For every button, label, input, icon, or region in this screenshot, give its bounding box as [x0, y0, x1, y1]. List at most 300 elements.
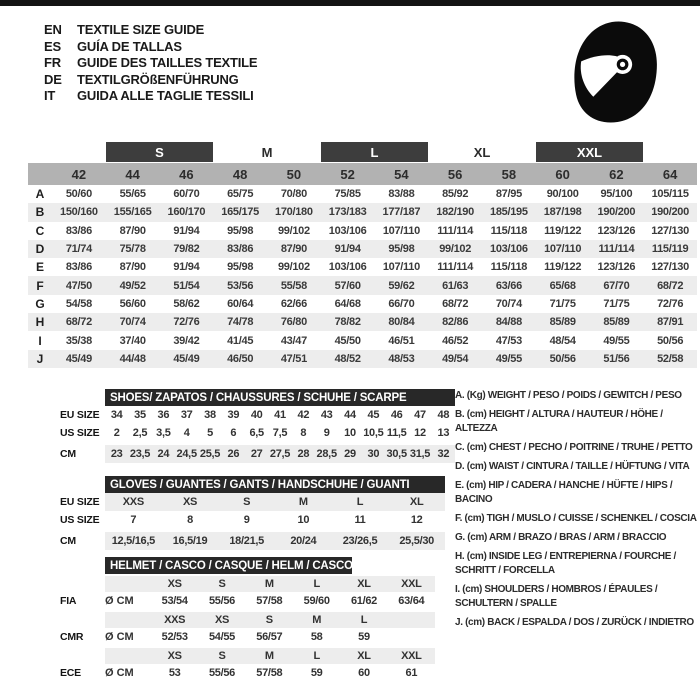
size-number: 54	[394, 166, 409, 182]
cell-value: 26	[227, 448, 240, 460]
cell-value: 30,5	[386, 448, 407, 460]
cell-value: 7	[130, 514, 137, 526]
cell-value: XXS	[122, 496, 144, 508]
helmet-rows	[60, 576, 435, 682]
size-value: 155/165	[113, 206, 152, 219]
row-label: US SIZE	[60, 427, 100, 439]
sub-table-row	[60, 511, 445, 529]
row-values	[105, 493, 445, 511]
size-value: 107/110	[544, 243, 582, 256]
size-value: 52/58	[657, 352, 684, 365]
size-value: 75/78	[119, 243, 146, 256]
size-value: 70/80	[280, 188, 307, 201]
size-number: 56	[447, 166, 463, 182]
size-value: 72/76	[173, 316, 200, 329]
sub-table-row	[60, 424, 455, 442]
legend-item: H. (cm) INSIDE LEG / ENTREPIERNA / FOURCHE / SCHRITT / FORCELLA	[455, 551, 676, 576]
row-values	[151, 612, 435, 628]
size-value: 45/49	[65, 352, 92, 365]
size-value: 50/56	[549, 352, 576, 365]
cell-value: 63/64	[398, 595, 425, 607]
size-value: 127/130	[651, 224, 689, 237]
size-label: L	[313, 578, 320, 590]
cell-value: 38	[204, 409, 216, 421]
size-label: L	[313, 650, 320, 662]
helmet-size-row	[60, 612, 435, 628]
cell-value: 8	[187, 514, 193, 526]
cell-value: 12,5/16,5	[111, 535, 155, 547]
size-value: 59/62	[388, 279, 415, 292]
size-label: XL	[357, 650, 371, 662]
size-value: 72/76	[657, 297, 684, 310]
cell-value: 46	[390, 409, 403, 421]
size-value: 41/45	[227, 334, 254, 347]
measurement-row	[28, 313, 697, 331]
row-letter: B	[35, 205, 45, 220]
size-value: 111/114	[598, 243, 635, 256]
size-value: 111/114	[437, 261, 474, 274]
cell-value: S	[243, 496, 251, 508]
cell-value: XS	[182, 496, 198, 508]
size-value: 78/82	[334, 316, 361, 329]
size-value: 165/175	[221, 206, 259, 219]
textile-size-table	[28, 142, 697, 368]
cell-value: 61/62	[350, 595, 377, 607]
measurement-row	[28, 222, 697, 240]
size-value: 49/55	[495, 352, 522, 365]
language-code: FR	[44, 55, 61, 70]
cell-value: 6,5	[249, 427, 264, 439]
size-value: 103/106	[328, 261, 367, 274]
diameter-unit-label: Ø CM	[105, 667, 134, 679]
legend-item: J. (cm) BACK / ESPALDA / DOS / ZURÜCK / INDIETRO	[455, 617, 694, 628]
size-value: 127/130	[651, 261, 689, 274]
cell-value: 31,5	[409, 448, 431, 460]
size-value: 90/100	[546, 188, 579, 201]
sub-table-row	[60, 493, 445, 511]
size-value: 47/50	[65, 279, 92, 292]
size-number: 46	[179, 166, 194, 182]
cell-value: 25,5/30	[399, 535, 434, 547]
cell-value: 23,5	[129, 448, 151, 460]
size-value: 63/66	[495, 279, 522, 292]
size-value: 68/72	[65, 316, 92, 329]
guide-title: GUÍA DE TALLAS	[77, 38, 182, 54]
cell-value: 16,5/19	[172, 535, 208, 547]
helmet-size-row	[60, 576, 435, 592]
cell-value: 58	[310, 631, 323, 643]
size-value: 37/40	[119, 334, 146, 347]
cell-value: 6	[230, 427, 237, 439]
size-value: 49/52	[119, 279, 146, 292]
size-value: 70/74	[119, 316, 146, 329]
size-group-label: XXL	[536, 142, 644, 162]
size-value: 107/110	[382, 224, 420, 237]
size-number: 64	[662, 166, 678, 182]
size-value: 55/65	[119, 188, 146, 201]
size-value: 70/74	[495, 297, 522, 310]
size-label: M	[264, 578, 274, 590]
helmet-value-band	[105, 664, 435, 682]
cell-value: 29	[344, 448, 356, 460]
cell-value: 4	[183, 427, 190, 439]
cell-value: 12	[410, 514, 423, 526]
size-value: 87/90	[119, 261, 146, 274]
measurement-row	[28, 203, 697, 221]
row-letter: H	[35, 315, 45, 330]
size-value: 50/56	[657, 334, 684, 347]
size-value: 103/106	[328, 224, 367, 237]
sub-table-row	[60, 445, 455, 463]
row-label: CM	[60, 535, 76, 547]
helmet-section-title: HELMET / CASCO / CASQUE / HELM / CASCO	[105, 557, 352, 574]
cell-value: 24	[157, 448, 170, 460]
size-label: XS	[167, 650, 182, 662]
size-value: 47/53	[495, 334, 522, 347]
legend-item: D. (cm) WAIST / CINTURA / TAILLE / HÜFTUNG / VITA	[455, 461, 690, 472]
language-code: ES	[44, 38, 61, 54]
size-value: 71/74	[65, 243, 92, 256]
size-value: 82/86	[442, 316, 469, 329]
size-group-label: L	[321, 142, 429, 162]
guide-title: GUIDE DES TAILLES TEXTILE	[77, 55, 258, 70]
size-number: 48	[232, 166, 248, 182]
size-value: 83/86	[65, 224, 92, 237]
size-value: 91/94	[334, 243, 361, 256]
size-value: 68/72	[442, 297, 469, 310]
cell-value: 34	[110, 409, 123, 421]
cell-value: 37	[180, 409, 193, 421]
size-value: 91/94	[173, 261, 200, 274]
cell-value: XL	[409, 496, 424, 508]
cell-value: 61	[405, 667, 418, 679]
cell-value: 36	[157, 409, 170, 421]
guide-title: GUIDA ALLE TAGLIE TESSILI	[77, 88, 254, 103]
size-group-label: XL	[473, 144, 491, 160]
size-value: 65/68	[549, 279, 576, 292]
row-label	[60, 648, 105, 664]
cell-value: 57/58	[256, 667, 283, 679]
cell-value: 59/60	[303, 595, 330, 607]
cell-value: 52/53	[161, 631, 188, 643]
legend-item: G. (cm) ARM / BRAZO / BRAS / ARM / BRACCIO	[455, 532, 667, 543]
helmet-value-band	[105, 628, 435, 646]
size-label: XL	[357, 578, 371, 590]
row-label: EU SIZE	[60, 409, 100, 421]
row-letter: I	[38, 333, 42, 348]
size-value: 105/115	[651, 188, 689, 201]
size-value: 95/98	[227, 224, 254, 237]
size-label: XS	[167, 578, 182, 590]
cell-value: 48	[437, 409, 450, 421]
standard-label: ECE	[60, 667, 81, 679]
row-letter: G	[35, 296, 45, 311]
language-row	[44, 72, 257, 89]
cell-value: 8	[300, 427, 307, 439]
row-label: EU SIZE	[60, 496, 100, 508]
helmet-value-row	[60, 592, 435, 610]
row-values	[151, 664, 435, 682]
guide-title: TEXTILGRÖßENFÜHRUNG	[77, 71, 239, 87]
cell-value: 12	[414, 427, 426, 439]
size-label: L	[360, 614, 368, 626]
row-values	[151, 576, 435, 592]
cell-value: 10	[297, 514, 310, 526]
size-value: 67/70	[603, 279, 630, 292]
measurement-row	[28, 295, 697, 313]
unit-cell	[105, 612, 151, 628]
size-number: 44	[125, 166, 140, 182]
diameter-unit-label: Ø CM	[105, 631, 134, 643]
cell-value: 28,5	[316, 448, 337, 460]
helmet-size-table	[60, 557, 435, 682]
racing-helmet-icon-svg	[571, 20, 659, 124]
size-value: 119/122	[544, 224, 582, 237]
size-value: 119/122	[544, 261, 582, 274]
size-value: 111/114	[437, 224, 474, 237]
shoes-rows	[60, 406, 455, 463]
size-value: 185/195	[490, 206, 528, 219]
size-value: 35/38	[65, 334, 92, 347]
measurement-row	[28, 258, 697, 276]
top-border	[0, 0, 700, 6]
helmet-value-band	[105, 592, 435, 610]
size-value: 51/56	[603, 352, 630, 365]
size-value: 46/52	[442, 334, 469, 347]
gloves-rows	[60, 493, 445, 550]
size-group-header	[28, 142, 697, 162]
helmet-value-row	[60, 664, 435, 682]
language-row	[44, 88, 257, 105]
legend-item: A. (Kg) WEIGHT / PESO / POIDS / GEWITCH / PESO	[455, 390, 682, 401]
legend-item: C. (cm) CHEST / PECHO / POITRINE / TRUHE / PETTO	[455, 442, 693, 453]
size-value: 83/86	[65, 261, 92, 274]
size-value: 99/102	[277, 224, 310, 237]
size-value: 115/118	[490, 261, 528, 274]
size-value: 60/70	[173, 188, 200, 201]
sub-table-row	[60, 532, 445, 550]
row-letter: C	[35, 223, 45, 238]
measurement-legend	[455, 389, 697, 635]
row-label	[60, 576, 105, 592]
cell-value: 56/57	[256, 631, 283, 643]
cell-value: L	[356, 496, 364, 508]
size-value: 99/102	[277, 261, 310, 274]
size-value: 66/70	[388, 297, 415, 310]
cell-value: 10	[344, 427, 356, 439]
legend-item: E. (cm) HIP / CADERA / HANCHE / HÜFTE / HIPS / BACINO	[455, 480, 673, 505]
size-value: 46/50	[227, 352, 254, 365]
size-number: 50	[286, 166, 302, 182]
diameter-unit-label: Ø CM	[105, 595, 134, 607]
size-value: 95/100	[600, 188, 633, 201]
racing-helmet-icon	[571, 20, 659, 124]
size-value: 177/187	[382, 206, 421, 219]
cell-value: 35	[134, 409, 146, 421]
size-value: 95/98	[227, 261, 254, 274]
measurement-row	[28, 276, 697, 294]
size-label: M	[312, 614, 322, 626]
size-value: 45/49	[173, 352, 200, 365]
cell-value: 28	[297, 448, 310, 460]
cell-value: 5	[207, 427, 213, 439]
row-values	[105, 424, 455, 442]
cell-value: 27	[250, 448, 263, 460]
size-value: 62/66	[280, 297, 307, 310]
size-value: 99/102	[439, 243, 472, 256]
row-values	[151, 628, 435, 646]
corner-cell	[28, 163, 52, 185]
cell-value: 59	[310, 667, 323, 679]
cell-value: 27,5	[269, 448, 291, 460]
language-row	[44, 39, 257, 56]
size-value: 65/75	[227, 188, 254, 201]
cell-value: 2,5	[132, 427, 148, 439]
size-value: 150/160	[60, 206, 98, 219]
shoes-section-title: SHOES/ ZAPATOS / CHAUSSURES / SCHUHE / SCARPE	[105, 389, 455, 406]
cell-value: 47	[414, 409, 426, 421]
size-value: 85/92	[442, 188, 469, 201]
cell-value: 32	[437, 448, 450, 460]
gloves-section-title: GLOVES / GUANTES / GANTS / HANDSCHUHE / GUANTI	[105, 476, 445, 493]
row-values	[105, 445, 455, 463]
cell-value: 9	[323, 427, 330, 439]
row-values	[105, 511, 445, 529]
row-label: CM	[60, 448, 76, 460]
size-value: 85/89	[549, 316, 576, 329]
size-value: 49/54	[442, 352, 469, 365]
cell-value: 40	[250, 409, 263, 421]
cell-value: 60	[358, 667, 370, 679]
cell-value: 55/56	[208, 595, 235, 607]
legend-item: B. (cm) HEIGHT / ALTURA / HAUTEUR / HÖHE / ALTEZZA	[455, 409, 663, 434]
size-value: 85/89	[603, 316, 630, 329]
size-value: 39/42	[173, 334, 200, 347]
size-value: 182/190	[436, 206, 474, 219]
size-value: 49/55	[603, 334, 630, 347]
cell-value: 23/26,5	[342, 535, 378, 547]
size-label: XXL	[401, 578, 422, 590]
row-letter: E	[35, 260, 44, 275]
cell-value: 2	[113, 427, 120, 439]
size-value: 83/86	[227, 243, 254, 256]
cell-value: 53/54	[161, 595, 188, 607]
size-value: 68/72	[657, 279, 684, 292]
size-value: 54/58	[65, 297, 92, 310]
size-label: XS	[214, 614, 230, 626]
size-value: 47/51	[280, 352, 307, 365]
size-value: 95/98	[388, 243, 415, 256]
language-code: IT	[44, 88, 56, 103]
standard-label: FIA	[60, 595, 77, 607]
size-value: 43/47	[280, 334, 307, 347]
measurement-row	[28, 240, 697, 258]
language-row	[44, 22, 257, 39]
size-value: 187/198	[543, 206, 582, 219]
size-value: 123/126	[597, 224, 636, 237]
cell-value: 41	[274, 409, 286, 421]
cell-value: 57/58	[256, 595, 283, 607]
measurement-row	[28, 331, 697, 349]
language-code: DE	[44, 71, 62, 87]
size-value: 55/58	[280, 279, 307, 292]
cell-value: 45	[367, 409, 380, 421]
size-value: 123/126	[597, 261, 636, 274]
size-value: 115/119	[651, 243, 689, 256]
size-value: 44/48	[119, 352, 146, 365]
cell-value: 10,5	[363, 427, 384, 439]
cell-value: 43	[320, 409, 333, 421]
unit-cell	[105, 648, 151, 664]
size-value: 103/106	[490, 243, 528, 256]
helmet-size-band	[105, 648, 435, 664]
cell-value: 59	[358, 631, 370, 643]
cell-value: 7,5	[272, 427, 288, 439]
helmet-size-row	[60, 648, 435, 664]
size-value: 76/80	[280, 316, 307, 329]
helmet-size-band	[105, 612, 435, 628]
size-value: 87/90	[119, 224, 146, 237]
size-value: 48/54	[549, 334, 576, 347]
size-value: 87/90	[280, 243, 307, 256]
cell-value: 25,5	[199, 448, 221, 460]
size-number: 42	[71, 166, 87, 182]
size-label: S	[265, 614, 273, 626]
language-row	[44, 55, 257, 72]
size-value: 79/82	[173, 243, 200, 256]
size-value: 45/50	[334, 334, 361, 347]
size-value: 48/52	[334, 352, 361, 365]
size-group-label: M	[261, 144, 273, 160]
unit-cell	[105, 576, 151, 592]
measurement-rows	[28, 185, 697, 368]
cell-value: 20/24	[290, 535, 317, 547]
size-label: S	[218, 650, 226, 662]
cell-value: 55/56	[208, 667, 235, 679]
helmet-size-band	[105, 576, 435, 592]
measurement-row	[28, 185, 697, 203]
size-value: 50/60	[65, 188, 92, 201]
size-number: 52	[340, 166, 355, 182]
row-values	[151, 648, 435, 664]
size-value: 61/63	[442, 279, 469, 292]
row-values	[105, 406, 455, 424]
size-value: 173/183	[328, 206, 367, 219]
cell-value: 42	[297, 409, 310, 421]
cell-value: 13	[437, 427, 450, 439]
size-value: 56/60	[119, 297, 146, 310]
shoes-size-table	[60, 389, 455, 463]
size-label: XXS	[164, 614, 186, 626]
size-value: 80/84	[388, 316, 415, 329]
cell-value: 24,5	[176, 448, 197, 460]
size-value: 84/88	[495, 316, 522, 329]
guide-title: TEXTILE SIZE GUIDE	[77, 22, 205, 37]
row-label	[60, 612, 105, 628]
size-value: 57/60	[334, 279, 361, 292]
cell-value: M	[298, 496, 308, 508]
size-value: 190/200	[651, 206, 689, 219]
size-value: 51/54	[173, 279, 200, 292]
cell-value: 9	[243, 514, 250, 526]
legend-item: F. (cm) TIGH / MUSLO / CUISSE / SCHENKEL / COSCIA	[455, 513, 697, 524]
size-label: XXL	[401, 650, 422, 662]
row-letter: J	[36, 351, 44, 366]
size-value: 87/95	[495, 188, 522, 201]
size-number-row	[28, 163, 697, 185]
size-group-label: S	[106, 142, 214, 162]
cell-value: 39	[227, 409, 240, 421]
